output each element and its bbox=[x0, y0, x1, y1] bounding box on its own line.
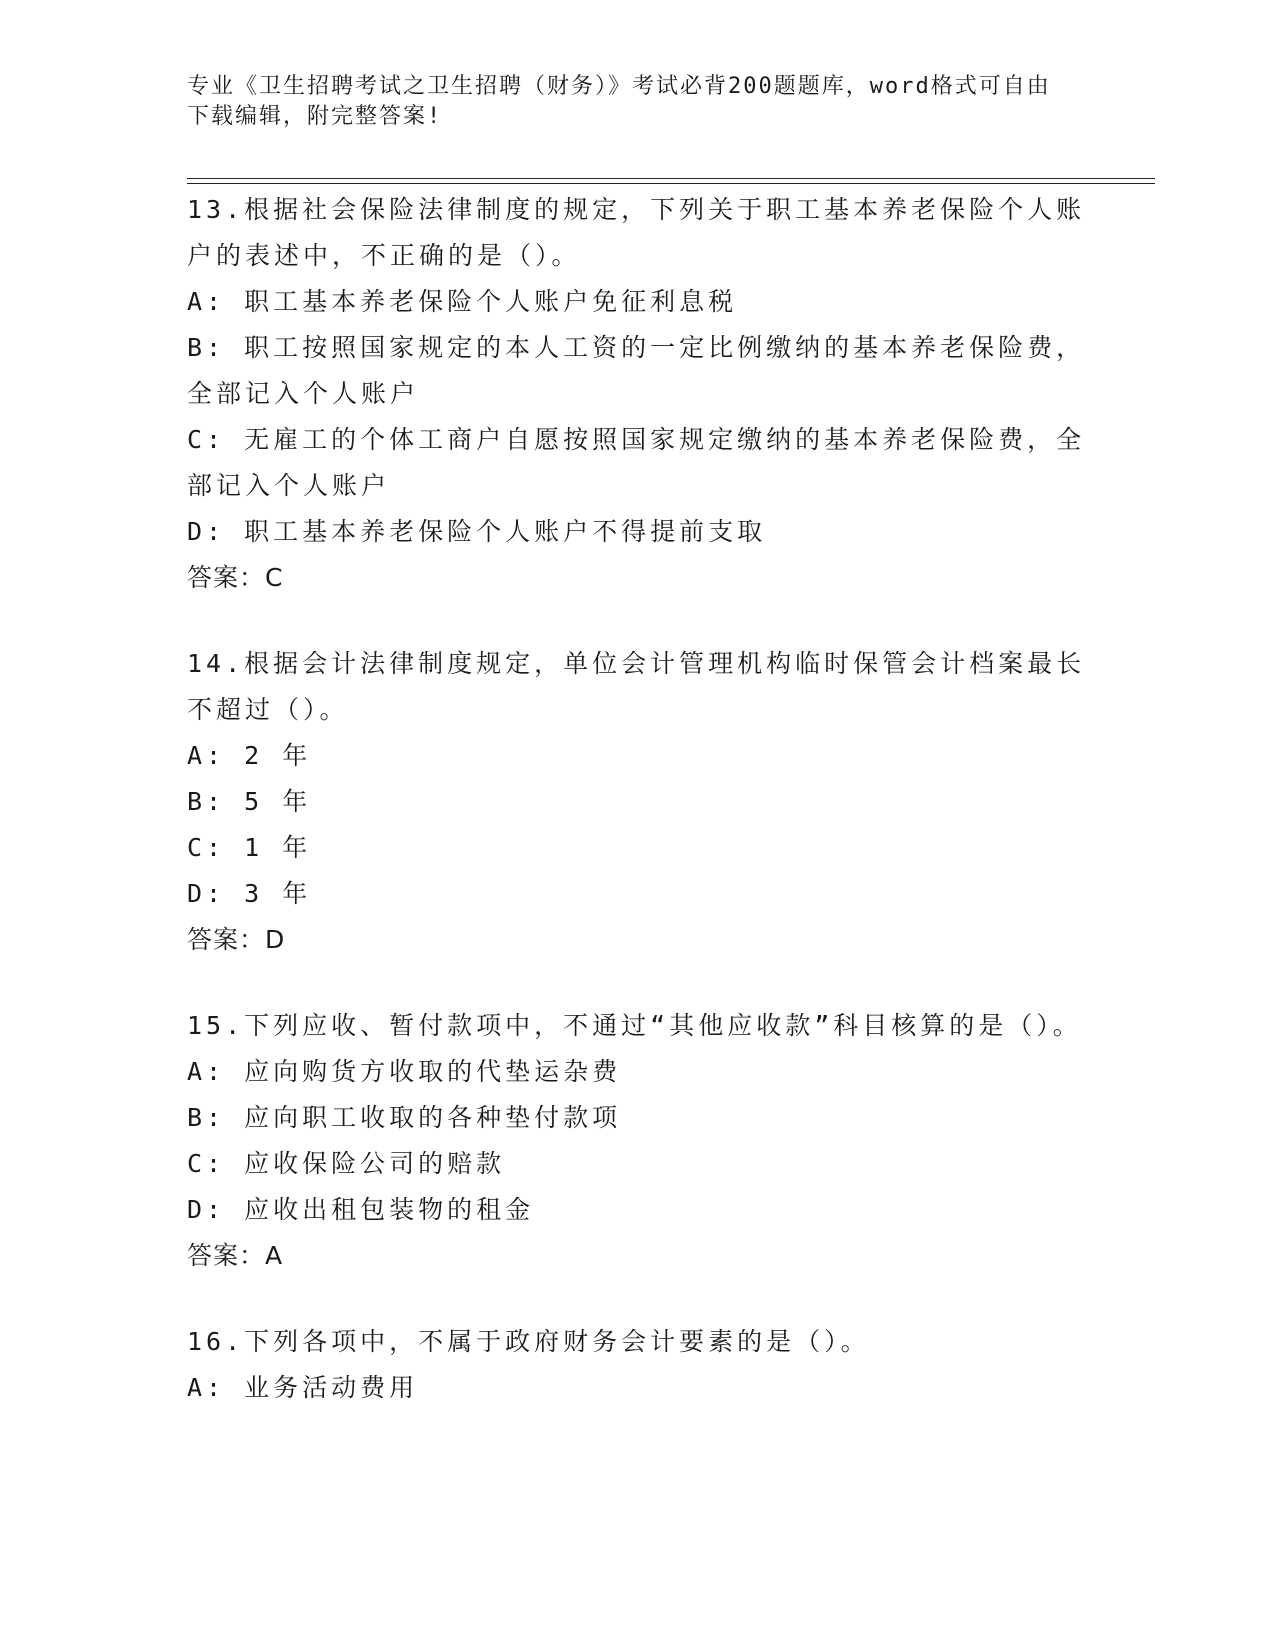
document-header: 专业《卫生招聘考试之卫生招聘（财务）》考试必背200题题库，word格式可自由下载编辑，附完整答案! bbox=[187, 74, 1051, 129]
option-c: C: 1 年 bbox=[187, 833, 312, 862]
question-text: 13.根据社会保险法律制度的规定，下列关于职工基本养老保险个人账户的表述中，不正确的是（）。 bbox=[187, 195, 1086, 270]
question-list bbox=[187, 187, 1087, 1451]
option-a: A: 职工基本养老保险个人账户免征利息税 bbox=[187, 287, 738, 316]
question-text: 16.下列各项中，不属于政府财务会计要素的是（）。 bbox=[187, 1327, 870, 1356]
question-13 bbox=[187, 187, 1087, 601]
question-text: 15.下列应收、暂付款项中，不通过“其他应收款”科目核算的是（）。 bbox=[187, 1011, 1082, 1040]
option-c: C: 无雇工的个体工商户自愿按照国家规定缴纳的基本养老保险费，全部记入个人账户 bbox=[187, 425, 1086, 500]
option-a: A: 2 年 bbox=[187, 741, 312, 770]
option-b: B: 职工按照国家规定的本人工资的一定比例缴纳的基本养老保险费，全部记入个人账户 bbox=[187, 333, 1086, 408]
question-16 bbox=[187, 1319, 1087, 1411]
option-a: A: 业务活动费用 bbox=[187, 1373, 419, 1402]
question-15 bbox=[187, 1003, 1087, 1279]
answer-label: 答案：A bbox=[187, 1241, 284, 1270]
option-d: D: 应收出租包装物的租金 bbox=[187, 1195, 535, 1224]
option-a: A: 应向购货方收取的代垫运杂费 bbox=[187, 1057, 622, 1086]
question-14 bbox=[187, 641, 1087, 963]
question-text: 14.根据会计法律制度规定，单位会计管理机构临时保管会计档案最长不超过（）。 bbox=[187, 649, 1086, 724]
option-b: B: 5 年 bbox=[187, 787, 312, 816]
answer-label: 答案：C bbox=[187, 563, 284, 592]
header-divider bbox=[187, 178, 1155, 184]
answer-label: 答案：D bbox=[187, 925, 286, 954]
option-c: C: 应收保险公司的赔款 bbox=[187, 1149, 506, 1178]
option-b: B: 应向职工收取的各种垫付款项 bbox=[187, 1103, 622, 1132]
option-d: D: 职工基本养老保险个人账户不得提前支取 bbox=[187, 517, 767, 546]
option-d: D: 3 年 bbox=[187, 879, 312, 908]
